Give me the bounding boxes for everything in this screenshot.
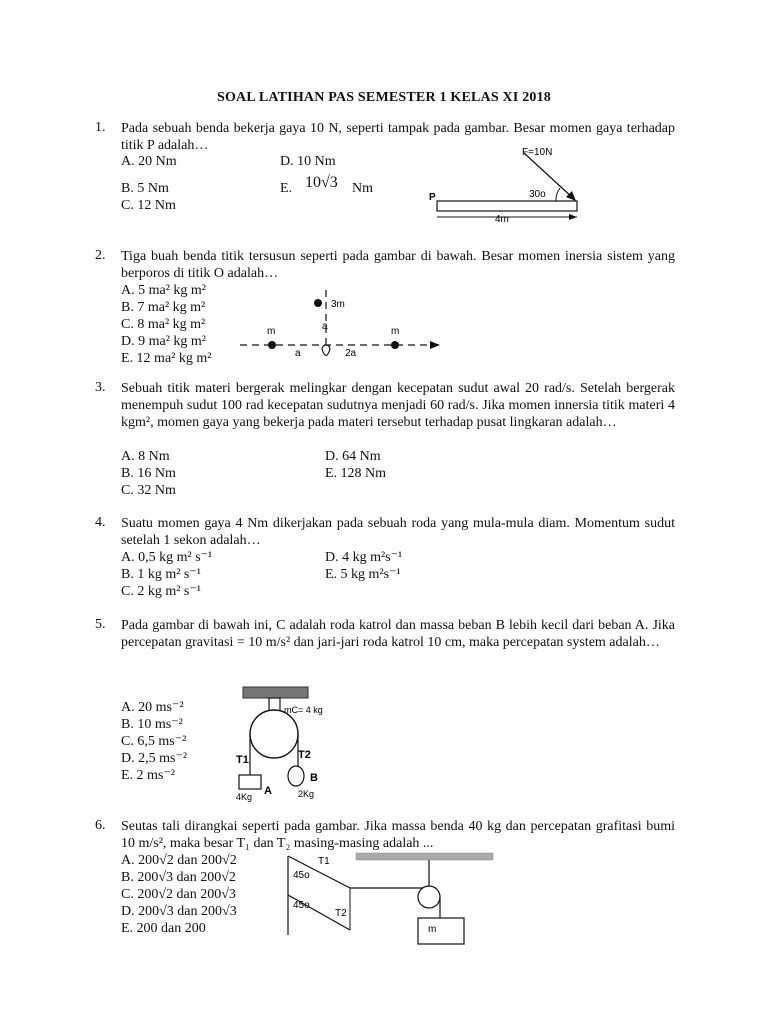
question-6-number: 6. (95, 818, 106, 833)
length-label: 4m (495, 214, 509, 225)
angle2-label: 45o (293, 900, 310, 911)
force-label: F=10N (522, 147, 553, 158)
tension-t2-label: T2 (298, 749, 311, 761)
question-5-text: Pada gambar di bawah ini, C adalah roda katrol dan massa beban B lebih kecil dari beban A. Jika percepatan gravitasi = 10 m/s² dan jari-jari roda katrol 10 cm, maka percepatan system adalah… (121, 618, 675, 650)
right-mass-label: m (391, 326, 400, 337)
q1-option-d: D. 10 Nm (280, 154, 336, 169)
question-2-number: 2. (95, 248, 106, 263)
q5-option-d: D. 2,5 ms⁻² (121, 751, 188, 766)
top-mass-label: 3m (331, 299, 345, 310)
q2-option-e: E. 12 ma² kg m² (121, 351, 212, 366)
question-5-number: 5. (95, 617, 106, 632)
left-distance-label: a (295, 348, 301, 359)
question-2-text: Tiga buah benda titik tersusun seperti pada gambar di bawah. Besar momen inersia sistem yang berporos di titik O adalah… (121, 249, 675, 281)
angle1-label: 45o (293, 870, 310, 881)
tension-t1-label: T1 (236, 754, 249, 766)
q5-option-c: C. 6,5 ms⁻² (121, 734, 187, 749)
mass-b-value: 2Kg (298, 789, 315, 799)
q2-option-a: A. 5 ma² kg m² (121, 283, 206, 298)
q5-option-b: B. 10 ms⁻² (121, 717, 183, 732)
q2-option-b: B. 7 ma² kg m² (121, 300, 206, 315)
right-distance-label: 2a (345, 348, 357, 359)
q2-option-d: D. 9 ma² kg m² (121, 334, 206, 349)
mass-b-label: B (310, 772, 318, 784)
question-6-text: Seutas tali dirangkai seperti pada gambar. Jika massa benda 40 kg dan percepatan grafitasi bumi 10 m/s², maka besar T₁ dan T₂ masing-masing adalah ... (121, 819, 675, 851)
q5-option-e: E. 2 ms⁻² (121, 768, 175, 783)
q3-option-d: D. 64 Nm (325, 449, 381, 464)
q1-option-b: B. 5 Nm (121, 181, 169, 196)
angle-label: 30o (529, 189, 546, 200)
q6-option-c: C. 200√2 dan 200√3 (121, 887, 236, 902)
point-p-label: P (429, 192, 436, 203)
q3-option-b: B. 16 Nm (121, 466, 176, 481)
mass-label: m (428, 924, 437, 935)
q1-option-e: E. (280, 181, 293, 196)
question-1-number: 1. (95, 120, 106, 135)
q3-option-a: A. 8 Nm (121, 449, 170, 464)
q1-option-a: A. 20 Nm (121, 154, 177, 169)
q6-option-b: B. 200√3 dan 200√2 (121, 870, 236, 885)
q4-option-a: A. 0,5 kg m² s⁻¹ (121, 550, 213, 565)
q4-option-c: C. 2 kg m² s⁻¹ (121, 584, 201, 599)
q6-option-a: A. 200√2 dan 200√2 (121, 853, 237, 868)
ceiling-bar (356, 853, 493, 860)
q1-option-c: C. 12 Nm (121, 198, 176, 213)
q6-option-d: D. 200√3 dan 200√3 (121, 904, 237, 919)
q4-option-e: E. 5 kg m²s⁻¹ (325, 567, 401, 582)
hanging-mass-box (418, 918, 464, 944)
q4-option-d: D. 4 kg m²s⁻¹ (325, 550, 403, 565)
question-4-number: 4. (95, 515, 106, 530)
q1-option-e-unit: Nm (352, 181, 373, 196)
q3-option-e: E. 128 Nm (325, 466, 387, 481)
page-title: SOAL LATIHAN PAS SEMESTER 1 KELAS XI 2018 (216, 90, 552, 105)
question-3-number: 3. (95, 380, 106, 395)
pulley-wheel-small (418, 886, 440, 908)
q5-option-a: A. 20 ms⁻² (121, 700, 184, 715)
question-4-text: Suatu momen gaya 4 Nm dikerjakan pada sebuah roda yang mula-mula diam. Momentum sudut setelah 1 sekon adalah… (121, 516, 675, 548)
q2-option-c: C. 8 ma² kg m² (121, 317, 206, 332)
mass-a-value: 4Kg (236, 792, 253, 802)
question-1-text: Pada sebuah benda bekerja gaya 10 N, seperti tampak pada gambar. Besar momen gaya terhadap titik P adalah… (121, 121, 675, 153)
t2-label: T2 (335, 908, 347, 919)
q6-option-e: E. 200 dan 200 (121, 921, 206, 936)
q3-option-c: C. 32 Nm (121, 483, 176, 498)
question-3-text: Sebuah titik materi bergerak melingkar dengan kecepatan sudut awal 20 rad/s. Setelah bergerak menempuh sudut 100 rad kecepatan sudutnya menjadi 60 rad/s. Jika momen innersia titik materi 4 kgm², momen gaya yang bekerja pada materi tersebut terhadap pusat lingkaran adalah… (121, 381, 675, 430)
left-mass-label: m (267, 326, 276, 337)
q1-option-e-value: 10√3 (305, 174, 338, 191)
t1-label: T1 (318, 856, 330, 867)
q4-option-b: B. 1 kg m² s⁻¹ (121, 567, 201, 582)
mass-a-label: A (264, 785, 272, 797)
pulley-mass-label: mC= 4 kg (284, 705, 323, 715)
vertical-distance-label: a (322, 321, 328, 332)
